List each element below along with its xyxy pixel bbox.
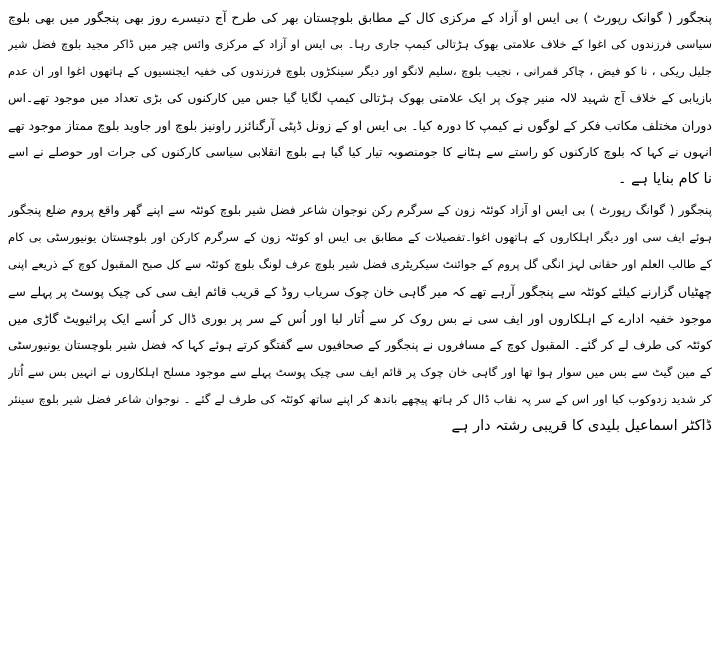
text-line: نا کام بنایا ہے ۔ xyxy=(618,171,712,187)
text-line: ہوئے ایف سی اور دیگر اہلکاروں کے ہاتھوں اغوا۔تفصیلات کے مطابق بی ایس او کوئٹہ زون کے سرگرم کارکن اور بلوچستان یونیورسٹی بی کام xyxy=(8,230,712,244)
text-line: جلیل ریکی ، نا کو فیض ، چاکر قمرانی ، نجیب بلوچ ،سلیم لانگو اور دیگر سینکڑوں بلوچ فرزندوں کی خفیہ ایجنسیوں کے ہاتھوں اغوا اور ان عدم xyxy=(8,64,712,78)
text-line: پنجگور ( گوانک رپورٹ ) بی ایس او آزاد کے مرکزی کال کے مطابق بلوچستان بھر کی طرح آج دتیسرے روز بھی پنجگور میں بھی بلوچ xyxy=(8,10,712,25)
text-line: دوران مختلف مکاتب فکر کے لوگوں نے کیمپ کا دورہ کیا۔ بی ایس او کے زونل ڈپٹی آرگنائزر راونیز بلوچ اور جاوید بلوچ ممتاز موجود تھے xyxy=(8,118,712,133)
article-paragraph-hunger-strike xyxy=(8,4,712,193)
text-line: پنجگور ( گوانگ رپورٹ ) بی ایس او آزاد کوئٹہ زون کے سرگرم رکن نوجوان شاعر فضل شیر بلوچ کوئٹہ سے اپنے گھر واقع پروم ضلع پنجگور xyxy=(8,203,712,217)
text-line: کے طالب العلم اور حقانی لہز انگی گل پروم کے جوائنٹ سیکریٹری فضل شیر بلوچ عرف لونگ بلوچ کوئٹہ سے کل صبح المقبول کوچ کے ذریعے اپنی xyxy=(8,257,712,271)
text-line: ڈاکٹر اسماعیل بلیدی کا قریبی رشتہ دار ہے xyxy=(451,418,712,434)
text-line: چھٹیاں گزارنے کیلئے کوئٹہ سے پنجگور آرہے تھے کہ میر گاہی خان چوک سریاب روڈ کے قریب قائم ایف سی کی چیک پوسٹ پر پہلے سے xyxy=(8,284,712,299)
text-line: انہوں نے کہا کہ بلوچ کارکنوں کو راستے سے ہٹانے کا جومنصوبہ تیار کیا گیا ہے بلوچ انقلابی سیاسی کارکنوں کی جرات اور حوصلے نے اسے xyxy=(8,145,712,159)
text-line: کر شدید زدوکوب کیا اور اس کے سر پہ نقاب ڈال کر ہاتھ پیچھے باندھ کر اپنے ساتھ کوئٹہ کی طرف لے گئے ۔ نوجوان شاعر فضل شیر بلوچ سینئر xyxy=(8,392,712,406)
text-line: کے مین گیٹ سے بس میں سوار ہوا تھا اور گاہی خان چوک پر قائم ایف سی چیک پوسٹ پہلے سے موجود مسلح اہلکاروں نے انہیں بس سے اُتار xyxy=(8,365,712,379)
article-paragraph-abduction xyxy=(8,197,712,440)
text-line: بازیابی کے خلاف آج شہید لالہ منیر چوک پر ایک علامتی بھوک ہڑتالی کیمپ لگایا گیا جس میں کارکنوں کی بڑی تعداد میں موجود تھے۔اس xyxy=(8,91,712,105)
text-line: موجود خفیہ ادارے کے اہلکاروں اور ایف سی نے بس روک کر سے اُتار لیا اور اُس کے سر پر بوری ڈال کر اُسے ایک پرائیویٹ گاڑی میں xyxy=(8,311,712,326)
text-line: کوئٹہ کی طرف لے کر گئے۔ المقبول کوچ کے مسافروں نے پنجگور کے صحافیوں سے گفتگو کرتے ہوئے کہا کہ فضل شیر بلوچستان یونیورسٹی xyxy=(8,338,712,352)
text-line: سیاسی فرزندوں کی اغوا کے خلاف علامتی بھوک ہڑتالی کیمپ جاری رہا۔ بی ایس او آزاد کے مرکزی وائس چیر میں ڈاکر مجید بلوچ فضل شیر xyxy=(8,37,712,51)
